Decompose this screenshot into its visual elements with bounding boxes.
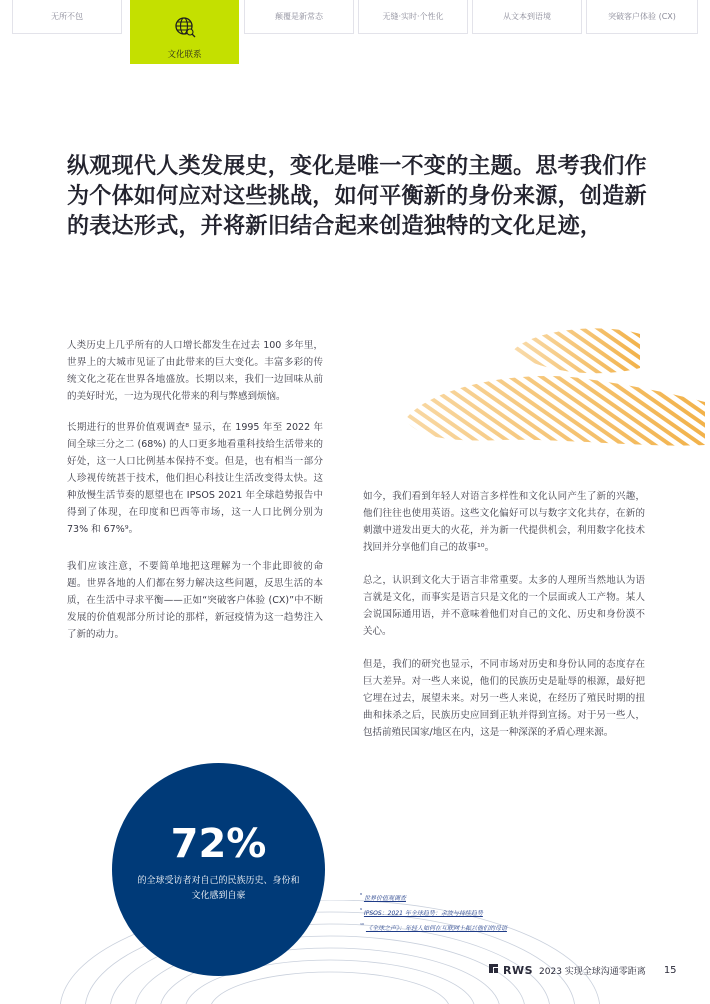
left-paragraph-1: 人类历史上几乎所有的人口增长都发生在过去 100 多年里，世界上的大城市见证了由此带来的巨大变化。丰富多彩的传统文化之花在世界各地盛放。长期以来，我们一边回味从前的美好时光，一边为现代化带来的利与弊感到烦恼。 <box>67 340 323 402</box>
footnote-item[interactable]: $^{^9}$ IPSOS：2021 年全球趋势：余波与持续趋势 <box>360 908 483 917</box>
headline: 纵观现代人类发展史，变化是唯一不变的主题。思考我们作为个体如何应对这些挑战，如何平衡新的身份来源，创造新的表达形式，并将新旧结合起来创造独特的文化足迹， <box>67 154 647 239</box>
contour-decoration <box>0 900 710 1004</box>
tab-cx[interactable]: 突破客户体验 (CX) <box>586 0 698 34</box>
page-number: 15 <box>663 964 677 976</box>
left-paragraph-2: 长期进行的世界价值观调查⁸ 显示，在 1995 年至 2022 年间全球三分之二 (68%) 的人口更多地看重科技给生活带来的好处，这一人口比例基本保持不变。但是，也有相当一部分人珍视传统甚于技术，他们担心科技让生活改变得太快。这种放慢生活节奏的愿望也在 IPSOS 2021 年全球趋势报告中得到了体现，在印度和巴西等市场，这一人口比例分别为 73% 和 67%⁹。 <box>67 422 323 535</box>
right-paragraph-3: 但是，我们的研究也显示，不同市场对历史和身份认同的态度存在巨大差异。对一些人来说，他们的民族历史是耻辱的根源，最好把它埋在过去，展望未来。对另一些人来说，在经历了殖民时期的扭曲和抹杀之后，民族历史应回到正轨并得到宣扬。对于另一些人，包括前殖民国家/地区在内，这是一种深深的矛盾心理来源。 <box>363 659 645 738</box>
tab-all-encompassing[interactable]: 无所不包 <box>12 0 122 34</box>
footnote-item[interactable]: $^{^{10}}$ 《全球之声》：年轻人如何在互联网上振兴他们的母语 <box>360 923 507 932</box>
tab-label: 文化联系 <box>167 50 202 60</box>
rws-logo-icon <box>488 963 499 977</box>
footnote-item[interactable]: $^{^8}$ 世界价值观调查 <box>360 893 406 902</box>
page-footer <box>488 963 677 977</box>
stat-circle <box>112 763 325 976</box>
left-paragraph-3: 我们应该注意，不要简单地把这理解为一个非此即彼的命题。世界各地的人们都在努力解决这些问题，反思生活的本质，在生活中寻求平衡——正如“突破客户体验 (CX)”中不断发展的价值观部分所讨论的那样，新冠疫情为这一趋势注入了新的动力。 <box>67 561 323 640</box>
stat-value: 72% <box>170 820 267 867</box>
tab-text-to-context[interactable]: 从文本到语境 <box>472 0 582 34</box>
right-paragraph-2: 总之，认识到文化大于语言非常重要。太多的人理所当然地认为语言就是文化，而事实是语言只是文化的一个层面或人工产物。某人会说国际通用语，并不意味着他们对自己的文化、历史和身份漠不关心。 <box>363 575 645 637</box>
footnotes <box>360 890 507 935</box>
brand-logo: RWS <box>503 963 534 977</box>
stat-caption: 的全球受访者对自己的民族历史、身份和文化感到自豪 <box>137 875 300 901</box>
footer-title: 2023 实现全球沟通零距离 <box>539 966 646 977</box>
tab-seamless[interactable]: 无缝·实时·个性化 <box>358 0 468 34</box>
tab-disruption[interactable]: 颠覆是新常态 <box>244 0 354 34</box>
right-paragraph-1: 如今，我们看到年轻人对语言多样性和文化认同产生了新的兴趣，他们往往也使用英语。这些文化偏好可以与数字文化共存，在新的刺激中迸发出更大的火花，并为新一代提供机会，利用数字化技术找回并分享他们自己的故事¹⁰。 <box>363 491 645 553</box>
